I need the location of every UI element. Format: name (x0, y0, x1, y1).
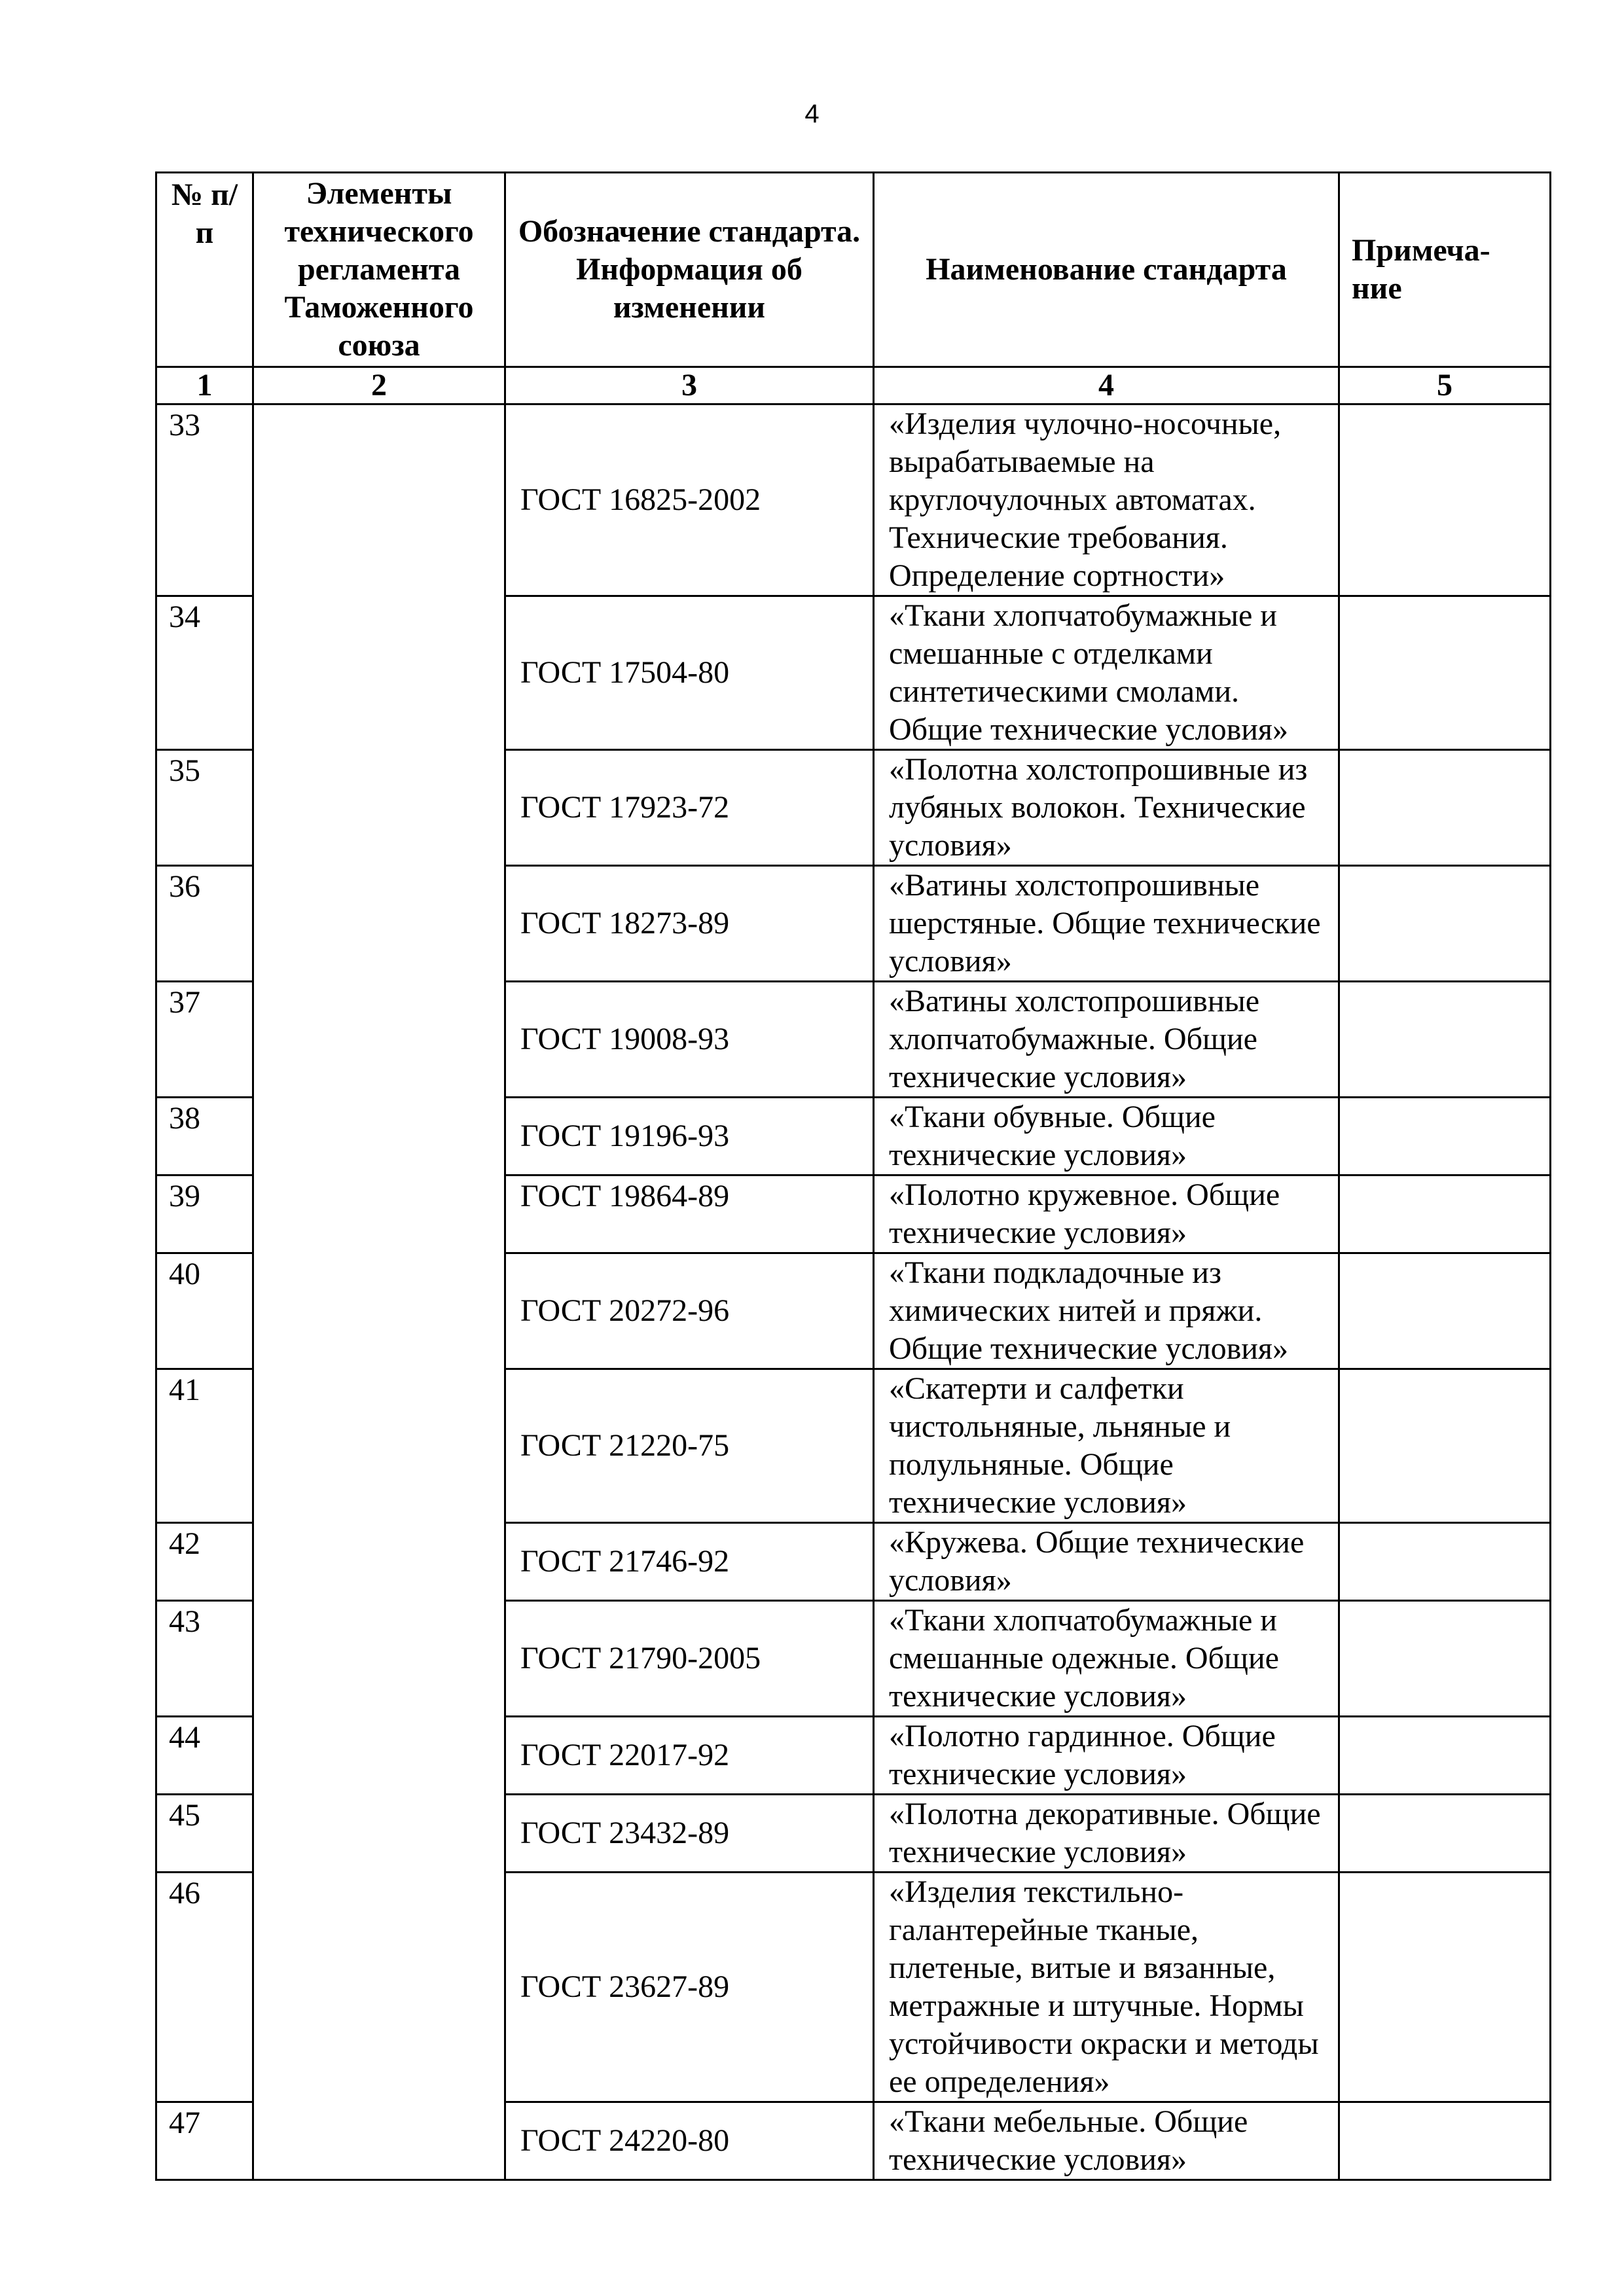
standard-designation: ГОСТ 19864-89 (505, 1175, 874, 1253)
table-body (156, 173, 1551, 2180)
note-cell (1339, 1523, 1551, 1601)
standard-name: «Ткани хлопчатобумажные и смешанные одежные. Общие технические условия» (874, 1601, 1339, 1717)
note-cell (1339, 404, 1551, 596)
standard-name: «Ткани обувные. Общие технические условия» (874, 1098, 1339, 1175)
standard-designation: ГОСТ 19196-93 (505, 1098, 874, 1175)
standard-designation: ГОСТ 17923-72 (505, 750, 874, 866)
row-number: 44 (156, 1717, 253, 1795)
standard-name: «Изделия текстильно-галантерейные тканые, плетеные, витые и вязанные, метражные и штучные. Нормы устойчивости окраски и методы ее определения» (874, 1873, 1339, 2102)
row-number: 41 (156, 1369, 253, 1523)
note-cell (1339, 1098, 1551, 1175)
standard-name: «Ткани подкладочные из химических нитей и пряжи. Общие технические условия» (874, 1253, 1339, 1369)
standard-designation: ГОСТ 21746-92 (505, 1523, 874, 1601)
standard-name: «Полотна декоративные. Общие технические условия» (874, 1795, 1339, 1873)
header-elements: Элементы технического регламента Таможенного союза (253, 173, 505, 367)
row-number: 37 (156, 982, 253, 1098)
row-number: 35 (156, 750, 253, 866)
standard-designation: ГОСТ 21790-2005 (505, 1601, 874, 1717)
standard-name: «Полотна холстопрошивные из лубяных волокон. Технические условия» (874, 750, 1339, 866)
page-number: 4 (804, 99, 820, 128)
note-cell (1339, 1175, 1551, 1253)
note-cell (1339, 1369, 1551, 1523)
column-number: 5 (1339, 367, 1551, 404)
regulation-elements-cell (253, 404, 505, 2180)
row-number: 42 (156, 1523, 253, 1601)
standard-name: «Кружева. Общие технические условия» (874, 1523, 1339, 1601)
row-number: 36 (156, 866, 253, 982)
standard-name: «Ватины холстопрошивные хлопчатобумажные. Общие технические условия» (874, 982, 1339, 1098)
standard-designation: ГОСТ 24220-80 (505, 2102, 874, 2180)
note-cell (1339, 1795, 1551, 1873)
standard-designation: ГОСТ 21220-75 (505, 1369, 874, 1523)
row-number: 45 (156, 1795, 253, 1873)
header-number: № п/п (156, 173, 253, 367)
standard-designation: ГОСТ 19008-93 (505, 982, 874, 1098)
note-cell (1339, 866, 1551, 982)
standard-name: «Ватины холстопрошивные шерстяные. Общие технические условия» (874, 866, 1339, 982)
standard-designation: ГОСТ 23627-89 (505, 1873, 874, 2102)
table-header-row (156, 173, 1551, 367)
row-number: 46 (156, 1873, 253, 2102)
column-number: 4 (874, 367, 1339, 404)
column-number: 3 (505, 367, 874, 404)
column-number: 2 (253, 367, 505, 404)
note-cell (1339, 1253, 1551, 1369)
standard-name: «Ткани мебельные. Общие технические условия» (874, 2102, 1339, 2180)
note-cell (1339, 596, 1551, 750)
row-number: 34 (156, 596, 253, 750)
standard-designation: ГОСТ 16825-2002 (505, 404, 874, 596)
standard-name: «Изделия чулочно-носочные, вырабатываемые на круглочулочных автоматах. Технические требования. Определение сортности» (874, 404, 1339, 596)
header-designation: Обозначение стандарта. Информация об изменении (505, 173, 874, 367)
row-number: 39 (156, 1175, 253, 1253)
note-cell (1339, 1717, 1551, 1795)
standard-name: «Полотно кружевное. Общие технические условия» (874, 1175, 1339, 1253)
standard-designation: ГОСТ 22017-92 (505, 1717, 874, 1795)
standard-name: «Скатерти и салфетки чистольняные, льняные и полульняные. Общие технические условия» (874, 1369, 1339, 1523)
note-cell (1339, 1873, 1551, 2102)
standard-designation: ГОСТ 20272-96 (505, 1253, 874, 1369)
row-number: 40 (156, 1253, 253, 1369)
note-cell (1339, 2102, 1551, 2180)
standards-table (155, 171, 1551, 2181)
row-number: 43 (156, 1601, 253, 1717)
row-number: 38 (156, 1098, 253, 1175)
note-cell (1339, 750, 1551, 866)
column-number: 1 (156, 367, 253, 404)
column-number-row (156, 367, 1551, 404)
row-number: 33 (156, 404, 253, 596)
row-number: 47 (156, 2102, 253, 2180)
header-note: Примеча-ние (1339, 173, 1551, 367)
note-cell (1339, 982, 1551, 1098)
standard-name: «Ткани хлопчатобумажные и смешанные с отделками синтетическими смолами. Общие технические условия» (874, 596, 1339, 750)
standard-designation: ГОСТ 17504-80 (505, 596, 874, 750)
standard-name: «Полотно гардинное. Общие технические условия» (874, 1717, 1339, 1795)
standard-designation: ГОСТ 18273-89 (505, 866, 874, 982)
note-cell (1339, 1601, 1551, 1717)
header-standard-name: Наименование стандарта (874, 173, 1339, 367)
table-row (156, 404, 1551, 596)
standard-designation: ГОСТ 23432-89 (505, 1795, 874, 1873)
